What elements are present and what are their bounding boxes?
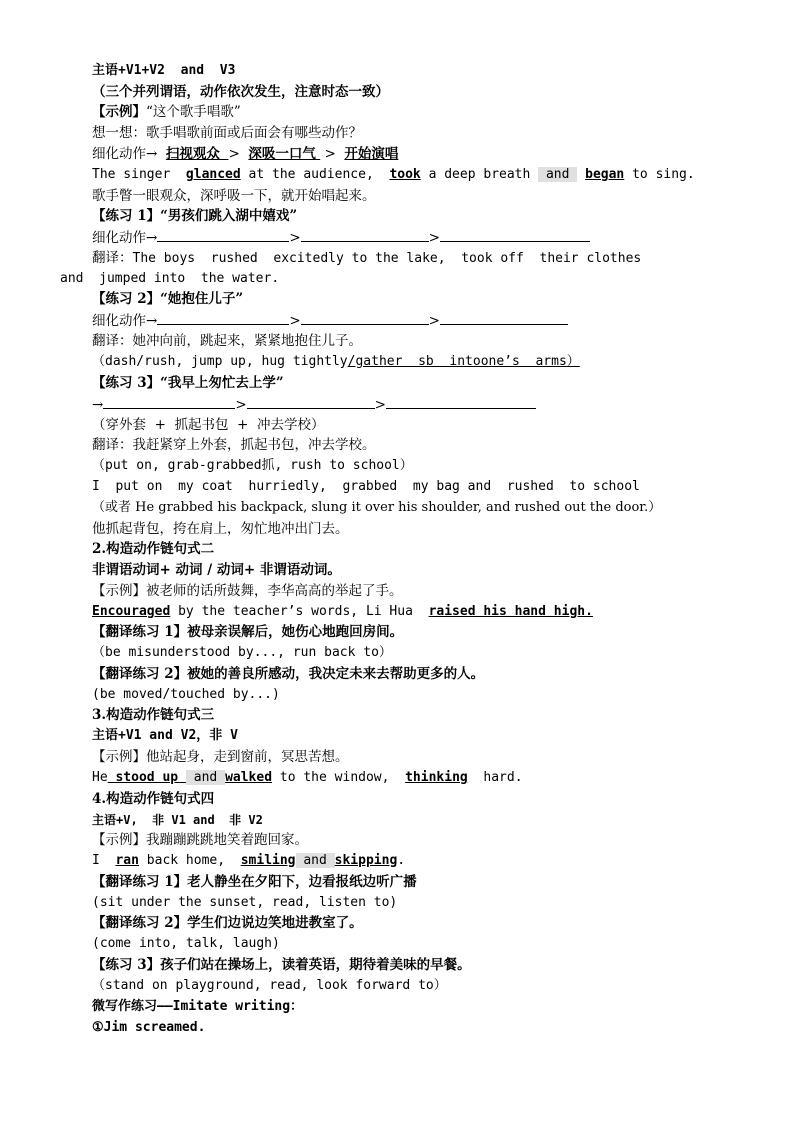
translation-practice-2-label: 【翻译练习 2】被她的善良所感动，我决定未来去帮助更多的人。: [92, 666, 485, 682]
word-encouraged: Encouraged: [92, 604, 171, 619]
practice-3b-label: 【练习 3】孩子们站在操场上，读着英语，期待着美味的早餐。: [92, 957, 471, 973]
practice-1-label: 【练习 1】“男孩们跳入湖中嬉戏”: [92, 208, 298, 224]
translation-practice-1-hint: （be misunderstood by..., run back to）: [92, 645, 392, 660]
section-2-english: Encouraged by the teacher’s words, Li Hua raised his hand high.: [92, 604, 593, 619]
translation-practice-2b-label: 【翻译练习 2】学生们边说边笑地进教室了。: [92, 915, 363, 931]
step-one: 扫视观众: [165, 146, 220, 162]
step-three: 开始演唱: [344, 146, 399, 162]
phrase-raised-hand: raised his hand high.: [428, 604, 593, 619]
section-3-heading: 3.构造动作链句式三: [92, 707, 215, 723]
section-2-example: 【示例】被老师的话所鼓舞，李华高高的举起了手。: [92, 583, 403, 599]
practice-3-answer: I put on my coat hurriedly, grabbed my bag and rushed to school: [92, 479, 640, 494]
section-3-english: He stood up and walked to the window, thinking hard.: [92, 770, 523, 785]
practice-3-label: 【练习 3】“我早上匆忙去上学”: [92, 375, 284, 391]
translation-practice-2b-hint: (come into, talk, laugh): [92, 936, 280, 951]
section-4-pattern: 主语+V, 非 V1 and 非 V2: [92, 813, 263, 827]
section-3-example: 【示例】他站起身，走到窗前，冥思苦想。: [92, 749, 349, 765]
example-line: [92, 103, 241, 121]
arrow: >: [324, 146, 336, 162]
verb-walked: walked: [225, 770, 273, 785]
practice-1-translation-cont: and jumped into the water.: [60, 271, 280, 286]
conj-and: and: [185, 770, 226, 785]
practice-3-translation: 翻译：我赶紧穿上外套，抓起书包，冲去学校。: [92, 437, 376, 453]
detail-actions-line: [92, 145, 398, 163]
translation-practice-1b-hint: (sit under the sunset, read, listen to): [92, 895, 398, 910]
practice-3-hint: （put on, grab-grabbed抓, rush to school）: [92, 458, 413, 473]
section-4-example: 【示例】我蹦蹦跳跳地笑着跑回家。: [92, 832, 308, 848]
answer-blank[interactable]: [157, 311, 289, 325]
verb-began: began: [585, 167, 625, 182]
word-skipping: skipping: [334, 853, 398, 868]
practice-2-hint: （dash/rush, jump up, hug tightly/gather sb intoone’s arms）: [92, 354, 580, 369]
section-4-english: I ran back home, smiling and skipping.: [92, 853, 406, 868]
answer-blank[interactable]: [247, 395, 375, 409]
verb-glanced: glanced: [185, 167, 241, 182]
practice-2-translation: 翻译：她冲向前，跳起来，紧紧地抱住儿子。: [92, 333, 362, 349]
word-thinking: thinking: [405, 770, 468, 785]
conj-and: and: [295, 853, 335, 868]
practice-3-blanks: → > >: [92, 395, 536, 414]
conj-and: and: [538, 167, 577, 182]
section-4-heading: 4.构造动作链句式四: [92, 791, 215, 807]
practice-3-alt-answer: （或者 He grabbed his backpack, slung it over his shoulder, and rushed out the door.）: [92, 500, 662, 515]
micro-writing-heading: 微写作练习——Imitate writing：: [92, 999, 304, 1014]
step-two: 深吸一口气: [248, 146, 316, 162]
verb-ran: ran: [115, 853, 139, 868]
example-label: 【示例】: [92, 104, 146, 120]
singer-sentence: The singer glanced at the audience, took a deep breath and began to sing.: [92, 167, 695, 182]
verb-stood-up: stood up: [107, 770, 186, 785]
answer-blank[interactable]: [386, 395, 536, 409]
verb-took: took: [389, 167, 421, 182]
detail-label: 细化动作→: [92, 146, 158, 162]
pattern-heading: 主语+V1+V2 and V3: [92, 63, 236, 78]
section-2-heading: 2.构造动作链句式二: [92, 541, 215, 557]
answer-blank[interactable]: [157, 228, 289, 242]
pattern-note: （三个并列谓语，动作依次发生，注意时态一致）: [92, 84, 389, 100]
arrow: >: [228, 146, 240, 162]
practice-3b-hint: （stand on playground, read, look forward to）: [92, 978, 447, 993]
answer-blank[interactable]: [301, 311, 429, 325]
translation-practice-1b-label: 【翻译练习 1】老人静坐在夕阳下，边看报纸边听广播: [92, 874, 417, 890]
section-3-pattern: 主语+V1 and V2，非 V: [92, 728, 238, 743]
translation-practice-1-label: 【翻译练习 1】被母亲误解后，她伤心地跑回房间。: [92, 624, 404, 640]
practice-2-detail: 细化动作→ > >: [92, 311, 568, 330]
singer-translation: 歌手瞥一眼观众，深呼吸一下，就开始唱起来。: [92, 188, 376, 204]
answer-blank[interactable]: [440, 228, 590, 242]
answer-blank[interactable]: [440, 311, 568, 325]
section-2-pattern: 非谓语动词+ 动词 / 动词+ 非谓语动词。: [92, 562, 341, 578]
answer-blank[interactable]: [103, 395, 235, 409]
practice-3-alt-translation: 他抓起背包，挎在肩上，匆忙地冲出门去。: [92, 521, 349, 537]
answer-blank[interactable]: [301, 228, 429, 242]
practice-1-detail: 细化动作→ > >: [92, 228, 590, 247]
example-text: “这个歌手唱歌”: [146, 104, 241, 120]
practice-2-label: 【练习 2】“她抱住儿子”: [92, 291, 244, 307]
practice-1-translation: 翻译：The boys rushed excitedly to the lake, took off their clothes: [92, 250, 642, 266]
translation-practice-2-hint: (be moved/touched by...): [92, 687, 280, 702]
word-smiling: smiling: [240, 853, 296, 868]
think-line: 想一想：歌手唱歌前面或后面会有哪些动作？: [92, 125, 362, 141]
micro-writing-item-1: ①Jim screamed.: [92, 1020, 206, 1035]
practice-3-steps: （穿外套 + 抓起书包 + 冲去学校）: [92, 417, 325, 433]
